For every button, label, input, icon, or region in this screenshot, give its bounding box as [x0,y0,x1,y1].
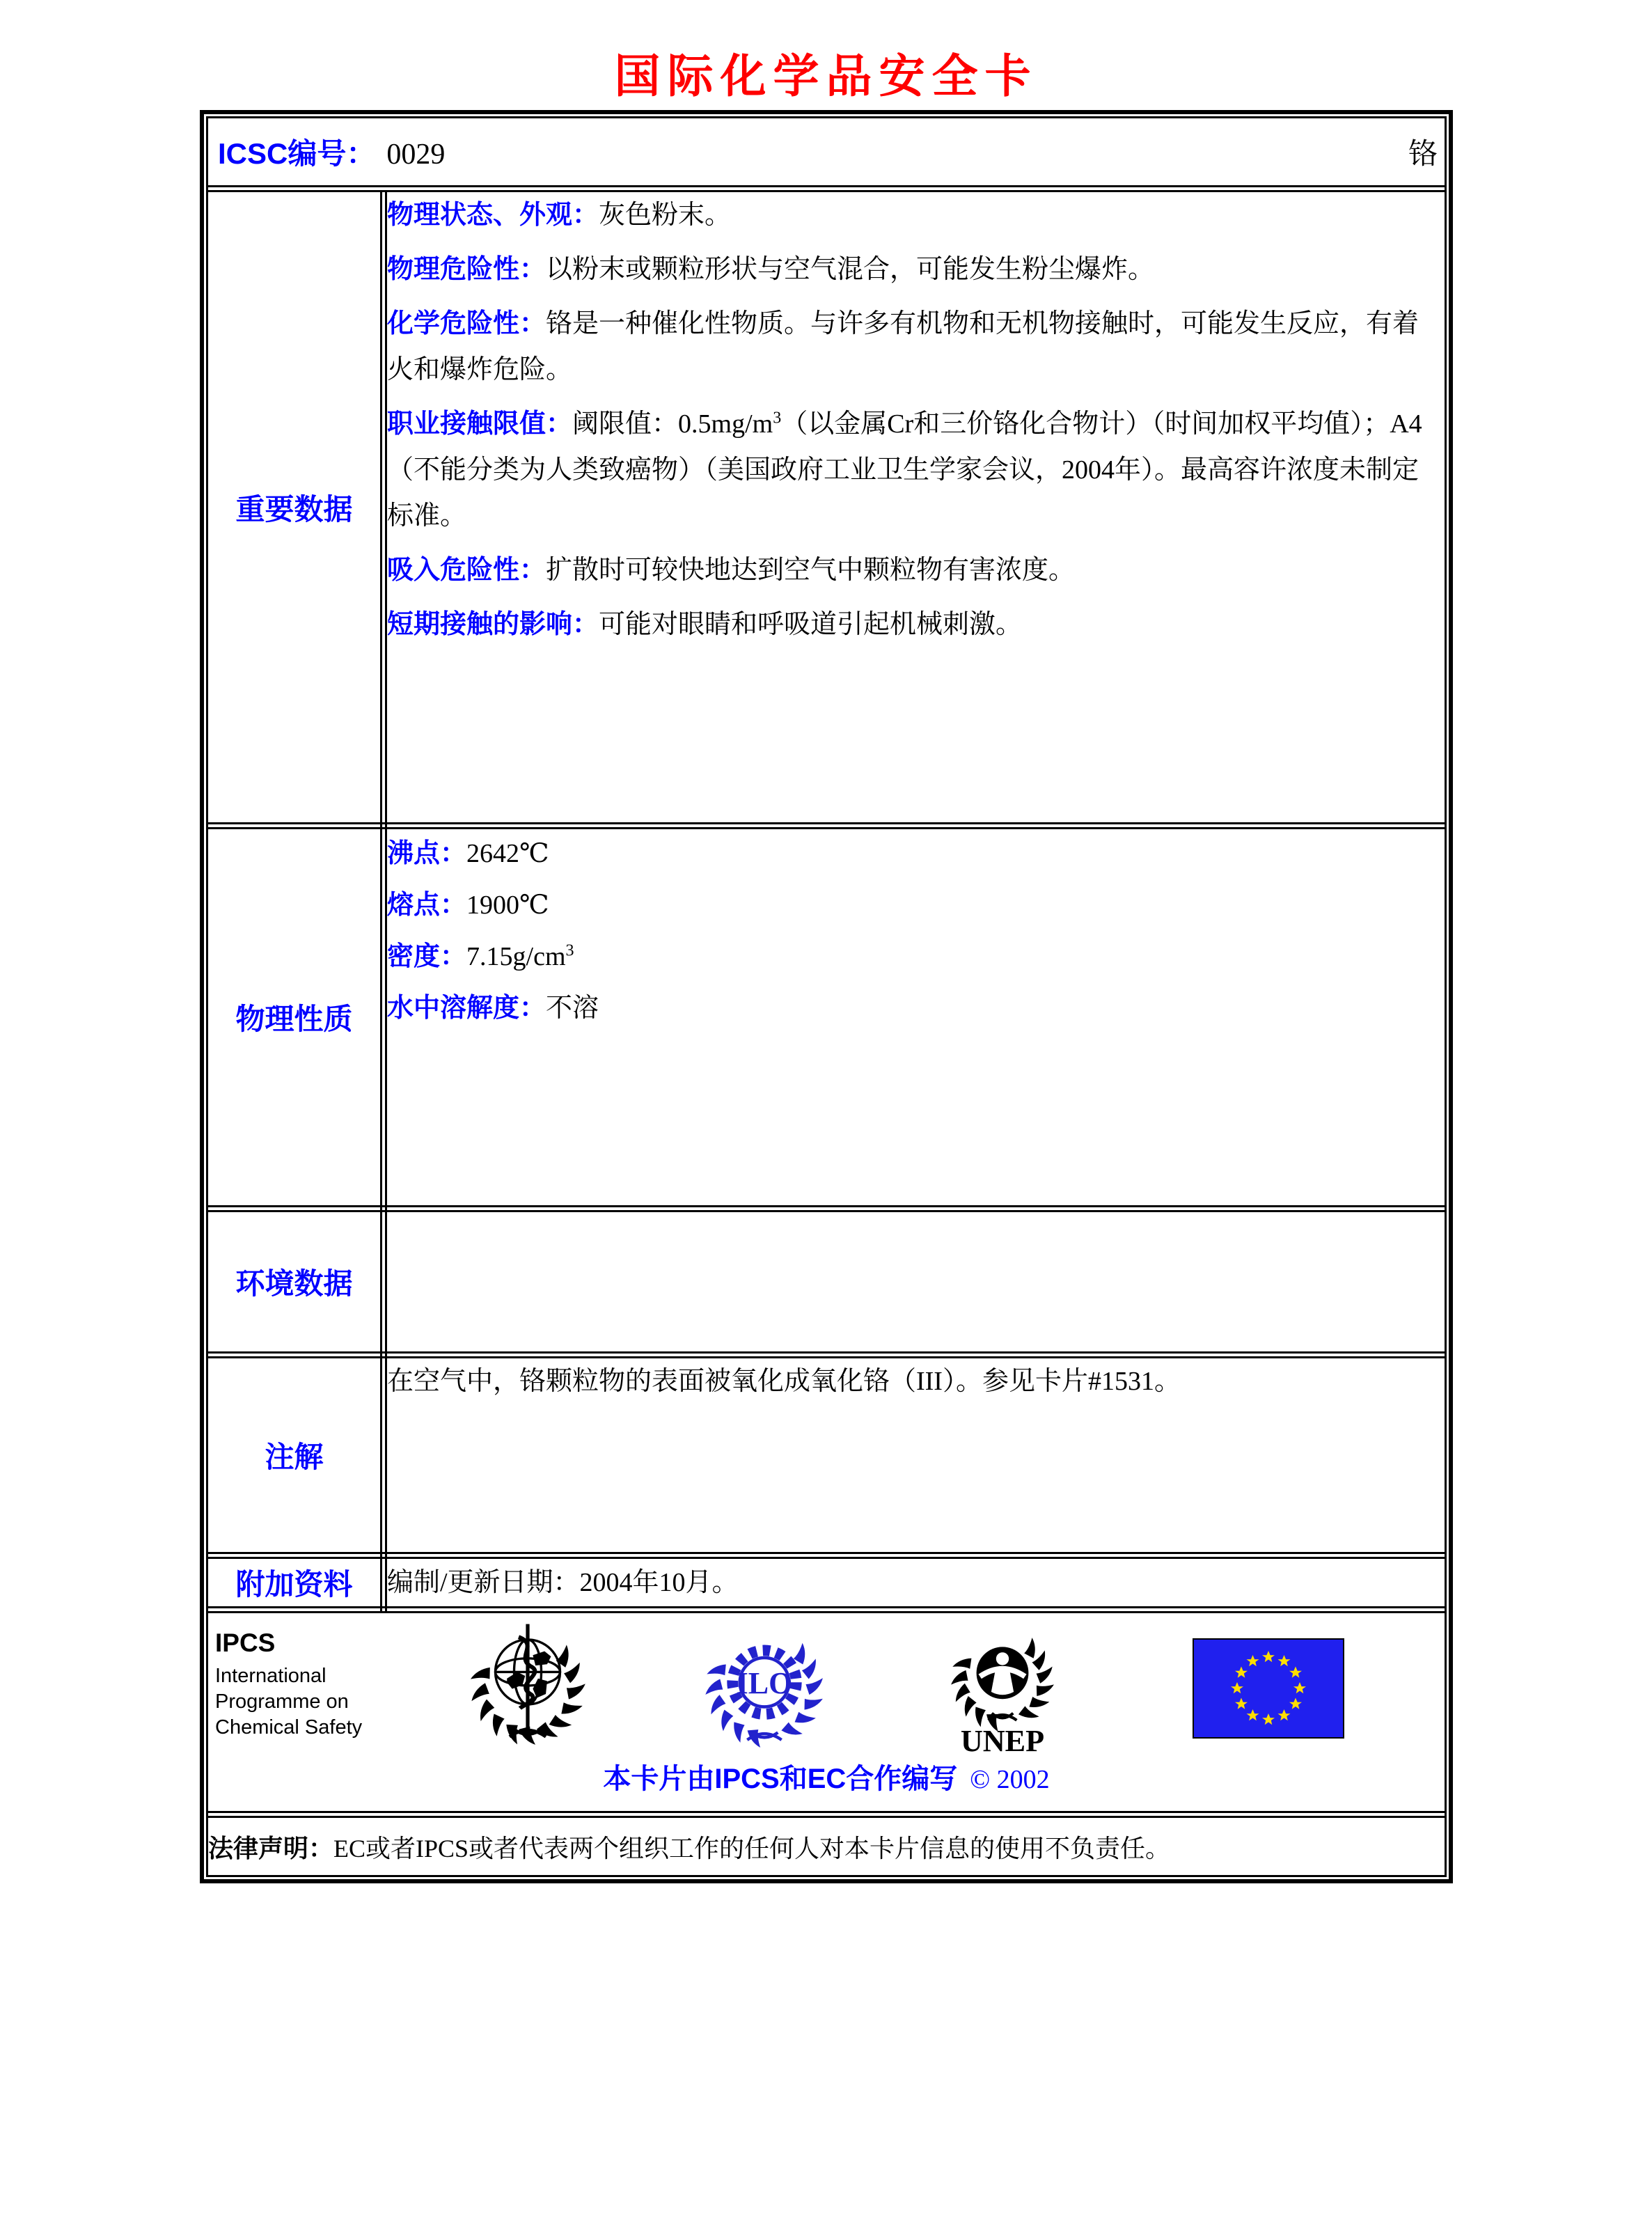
icsc-number-group [218,131,445,173]
credit-line [208,1757,1445,1796]
legal-row [208,1814,1445,1875]
logos-cell [208,1610,1445,1814]
credit-text: 本卡片由IPCS和EC合作编写 [603,1764,958,1794]
ipcs-logo-block [215,1629,362,1741]
physical-properties-label-cell [208,826,384,1209]
important-data-content [384,189,1445,826]
row-label-important-data: 重要数据 [235,492,353,526]
page-title: 国际化学品安全卡 [614,52,1038,102]
text-paragraph: 化学危险性：铬是一种催化性物质。与许多有机物和无机物接触时，可能发生反应，有着火和爆炸危险。 [387,309,1419,384]
text-paragraph: 熔点：1900℃ [387,891,549,920]
notes-row [208,1355,1445,1555]
important-data-label-cell [208,189,384,826]
row-label-additional-info: 附加资料 [235,1568,353,1601]
physical-properties-content [384,826,1445,1209]
environmental-data-label-cell [208,1209,384,1355]
text-paragraph: 水中溶解度：不溶 [387,994,599,1023]
ipcs-title: IPCS [215,1629,276,1657]
logos-row [208,1610,1445,1814]
text-paragraph: 物理危险性：以粉末或颗粒形状与空气混合，可能发生粉尘爆炸。 [387,255,1155,284]
environmental-data-row [208,1209,1445,1355]
text-paragraph: 短期接触的影响：可能对眼睛和呼吸道引起机械刺激。 [387,610,1023,639]
ilo-logo-icon [703,1627,826,1750]
card-table [208,118,1445,1875]
ilo-letters: ILO [736,1666,793,1701]
chemical-name: 铬 [1408,139,1438,171]
legal-cell [208,1814,1445,1875]
text-paragraph: 职业接触限值：阈限值：$0.5mg/m^3$（以金属Cr和三价铬化合物计）（时间加权平均值）；A4（不能分类为人类致癌物）（美国政府工业卫生学家会议，2004年）。最高容许浓度未制定标准。 [387,409,1422,531]
notes-content: 在空气中，铬颗粒物的表面被氧化成氧化铬（III）。参见卡片#1531。 [384,1355,1445,1555]
credit-year: © 2002 [970,1765,1050,1794]
legal-text: EC或者IPCS或者代表两个组织工作的任何人对本卡片信息的使用不负责任。 [333,1834,1171,1862]
environmental-data-content [384,1209,1445,1355]
physical-properties-row [208,826,1445,1209]
row-label-notes: 注解 [265,1441,324,1473]
icsc-number-label: ICSC编号： [218,137,376,170]
icsc-number-value: 0029 [386,139,446,171]
text-paragraph: 吸入危险性：扩散时可较快地达到空气中颗粒物有害浓度。 [387,556,1076,585]
ipcs-subtitle-line: Chemical Safety [215,1716,363,1739]
additional-info-content: 编制/更新日期：2004年10月。 [384,1555,1445,1610]
text-paragraph: 密度：$7.15g/cm^3$ [387,941,574,971]
text-paragraph: 沸点：2642℃ [387,839,549,868]
card-frame [200,110,1453,1883]
ipcs-subtitle-line: Programme on [215,1690,349,1713]
additional-info-label-cell [208,1555,384,1610]
row-label-environmental-data: 环境数据 [235,1267,353,1300]
eu-flag-icon [1193,1638,1344,1739]
additional-info-row [208,1555,1445,1610]
header-cell [208,118,1445,189]
who-logo-icon [463,1620,592,1750]
card-frame-inner [206,116,1447,1877]
legal-label: 法律声明： [208,1833,334,1862]
notes-label-cell [208,1355,384,1555]
important-data-row [208,189,1445,826]
row-label-physical-properties: 物理性质 [235,1003,353,1035]
unep-label: UNEP [960,1724,1045,1758]
unep-logo-icon [943,1623,1062,1761]
header-row [208,118,1445,189]
text-paragraph: 物理状态、外观：灰色粉末。 [387,201,732,230]
ipcs-subtitle-line: International [215,1665,327,1687]
